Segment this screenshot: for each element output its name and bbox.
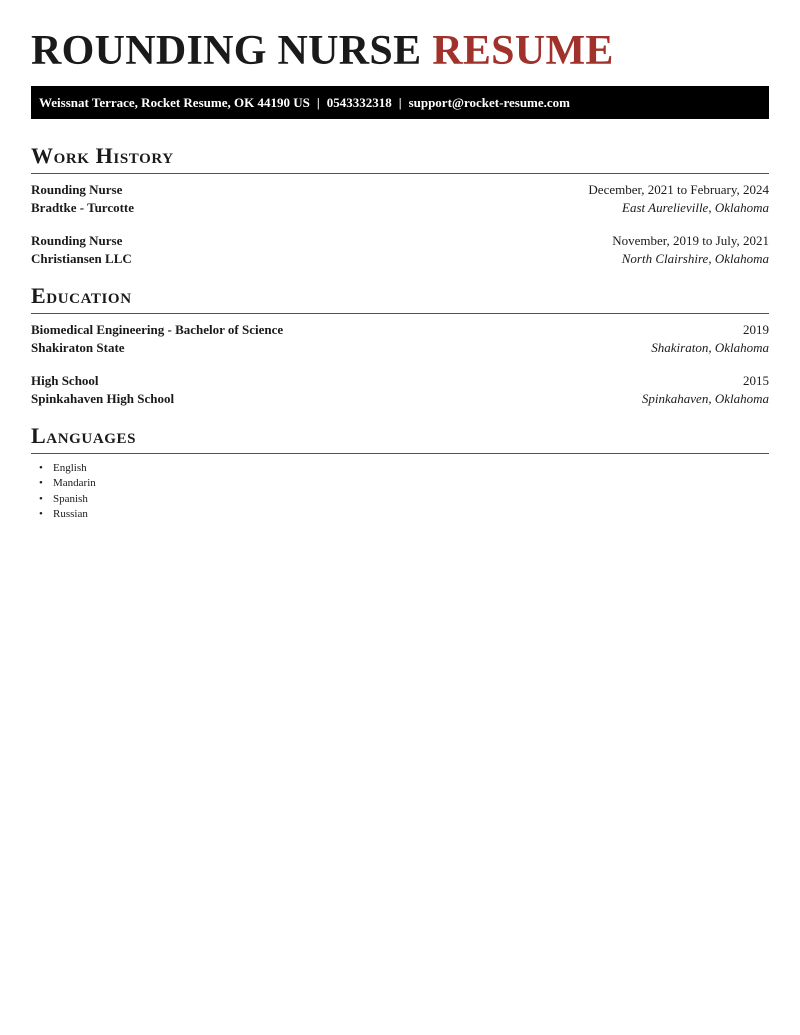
education-school: Spinkahaven High School xyxy=(31,391,175,406)
job-title: Rounding Nurse xyxy=(31,182,123,197)
education-entry xyxy=(31,321,769,357)
education-year: 2015 xyxy=(743,373,769,388)
job-title: Rounding Nurse xyxy=(31,233,123,248)
language-label: Spanish xyxy=(53,492,88,505)
education-year: 2019 xyxy=(743,322,769,337)
languages-list xyxy=(31,461,96,522)
contact-phone: 0543332318 xyxy=(326,95,392,110)
bullet-icon: • xyxy=(39,492,43,505)
resume-title xyxy=(31,27,614,75)
language-item xyxy=(31,461,96,476)
language-item xyxy=(31,507,96,522)
language-item xyxy=(31,476,96,491)
education-school: Shakiraton State xyxy=(31,340,125,355)
contact-separator: | xyxy=(316,95,320,110)
job-company: Bradtke - Turcotte xyxy=(31,200,135,215)
language-label: English xyxy=(53,462,87,474)
work-entry xyxy=(31,181,769,217)
job-company: Christiansen LLC xyxy=(31,251,132,266)
bullet-icon: • xyxy=(39,462,43,474)
language-label: Russian xyxy=(53,507,88,520)
section-title: Languages xyxy=(31,423,137,448)
contact-separator: | xyxy=(398,95,402,110)
section-title: Work History xyxy=(31,143,174,168)
language-item xyxy=(31,492,96,507)
bullet-icon: • xyxy=(39,507,43,520)
education-degree: High School xyxy=(31,373,99,388)
contact-email[interactable]: support@rocket-resume.com xyxy=(408,95,571,110)
contact-address: Weissnat Terrace, Rocket Resume, OK 44190 US xyxy=(39,95,310,110)
job-dates: December, 2021 to February, 2024 xyxy=(588,182,769,197)
title-main: ROUNDING NURSE xyxy=(31,28,422,74)
section-education xyxy=(31,283,769,314)
contact-bar xyxy=(31,86,769,119)
section-work-history xyxy=(31,143,769,174)
education-degree: Biomedical Engineering - Bachelor of Science xyxy=(31,322,284,337)
education-location: Spinkahaven, Oklahoma xyxy=(641,391,769,406)
job-dates: November, 2019 to July, 2021 xyxy=(612,233,769,248)
section-languages xyxy=(31,423,769,454)
job-location: East Aurelieville, Oklahoma xyxy=(622,200,769,215)
job-location: North Clairshire, Oklahoma xyxy=(621,251,769,266)
title-accent: RESUME xyxy=(432,28,614,74)
work-entry xyxy=(31,232,769,268)
bullet-icon: • xyxy=(39,477,43,490)
section-title: Education xyxy=(31,283,132,308)
education-entry xyxy=(31,372,769,408)
education-location: Shakiraton, Oklahoma xyxy=(651,340,769,355)
language-label: Mandarin xyxy=(53,477,96,490)
